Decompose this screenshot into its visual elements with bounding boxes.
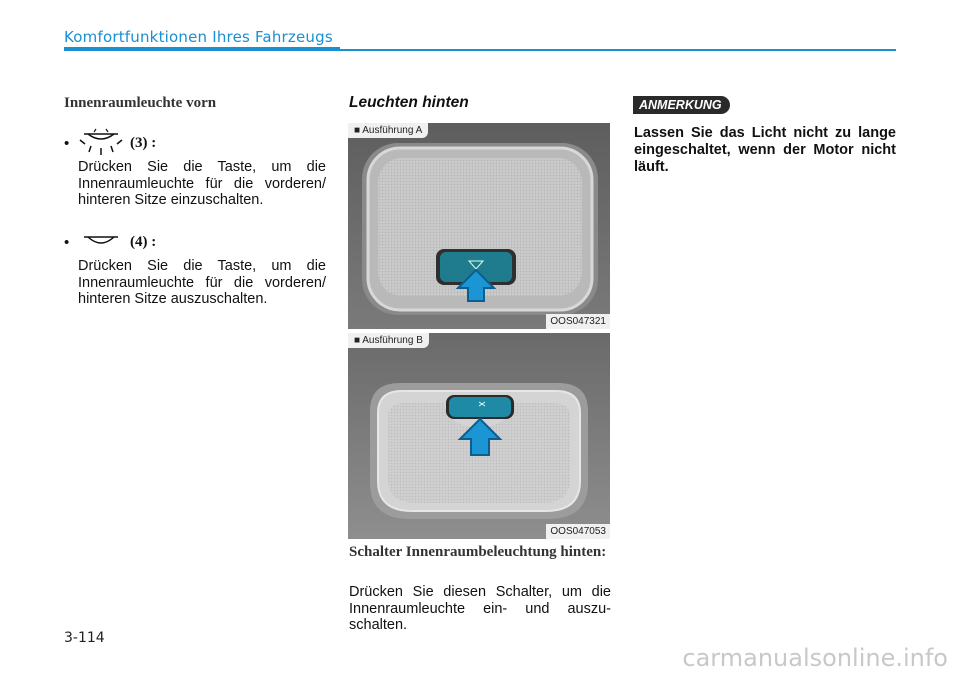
figure-code-b: OOS047053 xyxy=(546,524,610,539)
bullet-dot: • xyxy=(64,233,70,251)
interior-light-on-icon xyxy=(78,128,124,158)
header-rule-thick xyxy=(64,47,340,51)
bullet-dot: • xyxy=(64,134,70,152)
page-number: 3-114 xyxy=(64,630,105,646)
rear-light-photo-a xyxy=(348,123,610,329)
rear-lights-heading: Leuchten hinten xyxy=(349,94,469,111)
figure-label-a: ■ Ausführung A xyxy=(348,123,428,138)
rear-light-photo-b xyxy=(348,333,610,539)
figure-version-b xyxy=(348,333,610,539)
section-title: Komfortfunktionen Ihres Fahrzeugs xyxy=(64,28,333,46)
rear-switch-heading: Schalter Innenraumbeleuchtung hinten: xyxy=(349,544,607,560)
front-light-heading: Innenraumleuchte vorn xyxy=(64,95,217,111)
note-badge: ANMERKUNG xyxy=(633,96,730,114)
note-text: Lassen Sie das Licht nicht zu lange eingeschaltet, wenn der Motor nicht läuft. xyxy=(634,125,896,175)
watermark: carmanualsonline.info xyxy=(682,644,948,672)
light-off-text: Drücken Sie die Taste, um die Innenraumleuchte für die vorderen/ hinteren Sitze auszuschalten. xyxy=(78,258,326,307)
bullet-item-on xyxy=(64,128,156,158)
header-rule-thin xyxy=(340,49,896,51)
light-on-text: Drücken Sie die Taste, um die Innenraumleuchte für die vorderen/ hinteren Sitze einzuschalten. xyxy=(78,159,326,208)
figure-version-a xyxy=(348,123,610,329)
interior-light-off-icon xyxy=(78,229,124,255)
button-code-on: (3) : xyxy=(130,134,157,151)
button-code-off: (4) : xyxy=(130,233,157,250)
bullet-item-off xyxy=(64,229,156,255)
figure-code-a: OOS047321 xyxy=(546,314,610,329)
figure-label-b: ■ Ausführung B xyxy=(348,333,429,348)
rear-switch-text: Drücken Sie diesen Schalter, um die Innenraumleuchte ein- und auszu-schalten. xyxy=(349,584,611,633)
